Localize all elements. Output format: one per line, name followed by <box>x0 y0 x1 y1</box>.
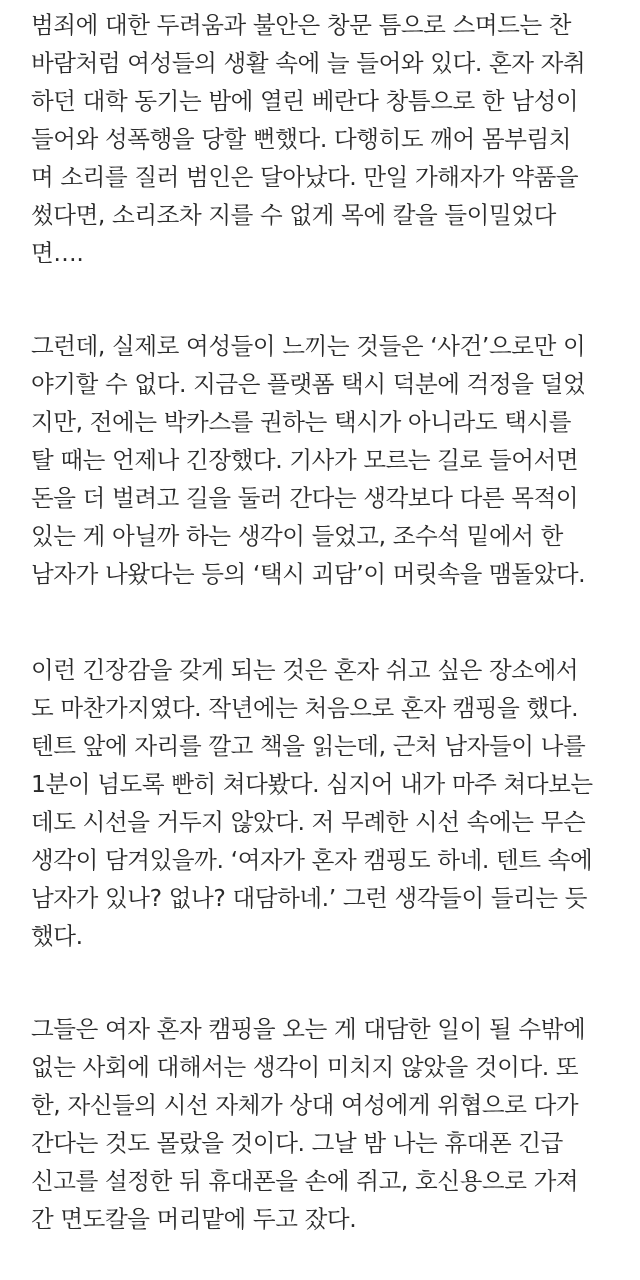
text-line: 간다는 것도 몰랐을 것이다. 그날 밤 나는 휴대폰 긴급 <box>31 1129 563 1157</box>
text-line: 범죄에 대한 두려움과 불안은 창문 틈으로 스며드는 찬 <box>31 11 572 39</box>
text-line: 남자가 있나? 없나? 대담하네.’ 그런 생각들이 들리는 듯 <box>31 884 588 912</box>
text-line: 들어와 성폭행을 당할 뻔했다. 다행히도 깨어 몸부림치 <box>31 125 572 153</box>
text-line: 하던 대학 동기는 밤에 열린 베란다 창틈으로 한 남성이 <box>31 87 579 115</box>
text-line: 생각이 담겨있을까. ‘여자가 혼자 캠핑도 하네. 텐트 속에 <box>31 846 593 874</box>
text-line: 신고를 설정한 뒤 휴대폰을 손에 쥐고, 호신용으로 가져 <box>31 1167 579 1195</box>
text-line: 그런데, 실제로 여성들이 느끼는 것들은 ‘사건’으로만 이 <box>31 332 586 360</box>
text-line: 며 소리를 질러 범인은 달아났다. 만일 가해자가 약품을 <box>31 163 579 191</box>
text-line: 데도 시선을 거두지 않았다. 저 무례한 시선 속에는 무슨 <box>31 808 586 836</box>
text-line: 탈 때는 언제나 긴장했다. 기사가 모르는 길로 들어서면 <box>31 446 579 474</box>
text-line: 바람처럼 여성들의 생활 속에 늘 들어와 있다. 혼자 자취 <box>31 49 586 77</box>
text-line: 이런 긴장감을 갖게 되는 것은 혼자 쉬고 싶은 장소에서 <box>31 656 579 684</box>
text-line: 그들은 여자 혼자 캠핑을 오는 게 대담한 일이 될 수밖에 <box>31 1015 586 1043</box>
text-line: 텐트 앞에 자리를 깔고 책을 읽는데, 근처 남자들이 나를 <box>31 732 586 760</box>
text-line: 돈을 더 벌려고 길을 둘러 간다는 생각보다 다른 목적이 <box>31 484 579 512</box>
text-line: 면…. <box>31 239 84 267</box>
text-line: 있는 게 아닐까 하는 생각이 들었고, 조수석 밑에서 한 <box>31 522 563 550</box>
text-line: 했다. <box>31 922 83 950</box>
text-line: 도 마찬가지였다. 작년에는 처음으로 혼자 캠핑을 했다. <box>31 694 579 722</box>
text-line: 야기할 수 없다. 지금은 플랫폼 택시 덕분에 걱정을 덜었 <box>31 370 586 398</box>
text-line: 간 면도칼을 머리맡에 두고 잤다. <box>31 1205 357 1233</box>
text-line: 한, 자신들의 시선 자체가 상대 여성에게 위협으로 다가 <box>31 1091 579 1119</box>
text-line: 지만, 전에는 박카스를 권하는 택시가 아니라도 택시를 <box>31 408 572 436</box>
text-line: 남자가 나왔다는 등의 ‘택시 괴담’이 머릿속을 맴돌았다. <box>31 560 586 588</box>
text-line: 없는 사회에 대해서는 생각이 미치지 않았을 것이다. 또 <box>31 1053 579 1081</box>
text-line: 1분이 넘도록 빤히 쳐다봤다. 심지어 내가 마주 쳐다보는 <box>31 770 593 798</box>
text-line: 썼다면, 소리조차 지를 수 없게 목에 칼을 들이밀었다 <box>31 201 556 229</box>
